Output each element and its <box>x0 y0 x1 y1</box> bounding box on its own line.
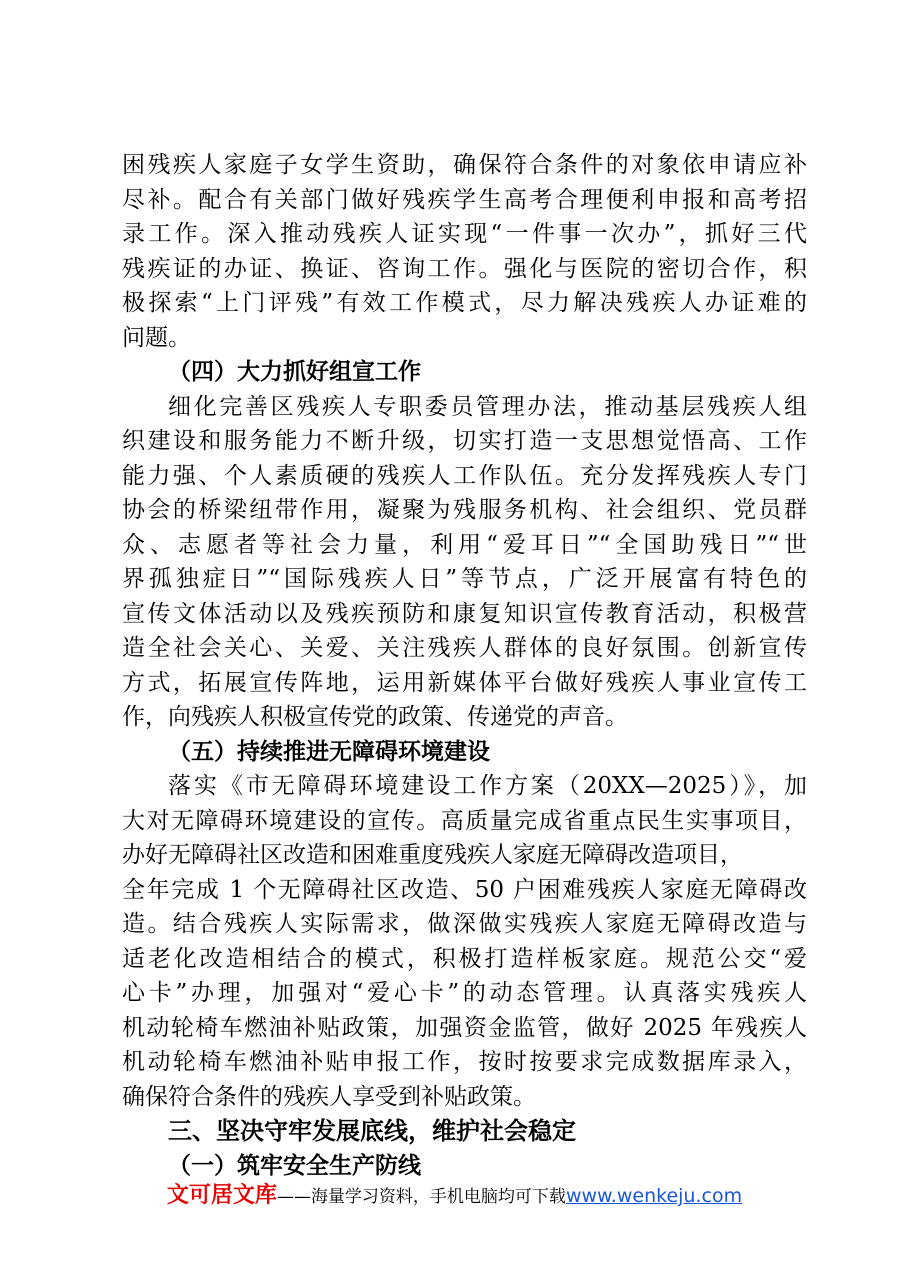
paragraph-line: 造。结合残疾人实际需求，做深做实残疾人家庭无障碍改造与 <box>122 911 807 937</box>
paragraph-line: 方式，拓展宣传阵地，运用新媒体平台做好残疾人事业宣传工 <box>122 669 807 696</box>
paragraph-line: 造全社会关心、关爱、关注残疾人群体的良好氛围。创新宣传 <box>122 635 807 661</box>
footer-brand: 文可居文库 <box>166 1183 277 1208</box>
footer-link[interactable]: www.wenkeju.com <box>565 1185 743 1207</box>
paragraph-line: 机动轮椅车燃油补贴政策，加强资金监管，做好 2025 年残疾人 <box>122 1014 807 1041</box>
paragraph-line: 协会的桥梁纽带作用，凝聚为残服务机构、社会组织、党员群 <box>122 497 807 523</box>
footer-tagline: ——海量学习资料，手机电脑均可下载 <box>276 1187 566 1207</box>
paragraph-line: 问题。 <box>122 324 191 351</box>
paragraph-line: 极探索“上门评残”有效工作模式，尽力解决残疾人办证难的 <box>122 290 807 316</box>
paragraph-line: 细化完善区残疾人专职委员管理办法，推动基层残疾人组 <box>168 393 807 420</box>
paragraph-line: 办好无障碍社区改造和困难重度残疾人家庭无障碍改造项目， <box>122 842 743 868</box>
paragraph-line: 录工作。深入推动残疾人证实现“一件事一次办”，抓好三代 <box>122 221 807 247</box>
paragraph-line: 众、志愿者等社会力量，利用“爱耳日”“全国助残日”“世 <box>122 531 807 558</box>
paragraph-line: 困残疾人家庭子女学生资助，确保符合条件的对象依申请应补 <box>122 152 807 178</box>
paragraph-line: 残疾证的办证、换证、咨询工作。强化与医院的密切合作，积 <box>122 255 807 282</box>
paragraph-line: 界孤独症日”“国际残疾人日”等节点，广泛开展富有特色的 <box>122 566 807 592</box>
paragraph-line: 大对无障碍环境建设的宣传。高质量完成省重点民生实事项目， <box>122 807 807 834</box>
paragraph-line: 尽补。配合有关部门做好残疾学生高考合理便利申报和高考招 <box>122 186 807 213</box>
paragraph-line: 确保符合条件的残疾人享受到补贴政策。 <box>122 1083 536 1110</box>
paragraph-line: 作，向残疾人积极宣传党的政策、传递党的声音。 <box>122 704 628 730</box>
body-text <box>122 148 807 1183</box>
paragraph-line: 机动轮椅车燃油补贴申报工作，按时按要求完成数据库录入， <box>122 1049 807 1075</box>
section-heading: （五）持续推进无障碍环境建设 <box>168 737 490 765</box>
paragraph-line: 心卡”办理，加强对“爱心卡”的动态管理。认真落实残疾人 <box>122 980 807 1006</box>
paragraph-line: 能力强、个人素质硬的残疾人工作队伍。充分发挥残疾人专门 <box>122 462 807 489</box>
footer-banner <box>0 1178 909 1209</box>
paragraph-line: 适老化改造相结合的模式，积极打造样板家庭。规范公交“爱 <box>122 945 807 972</box>
section-heading: （四）大力抓好组宣工作 <box>168 358 421 385</box>
paragraph-line: 宣传文体活动以及残疾预防和康复知识宣传教育活动，积极营 <box>122 600 807 627</box>
paragraph-line: 全年完成 1 个无障碍社区改造、50 户困难残疾人家庭无障碍改 <box>122 876 807 903</box>
paragraph-line: 落实《市无障碍环境建设工作方案（20XX—2025）》，加 <box>168 773 807 799</box>
paragraph-line: 织建设和服务能力不断升级，切实打造一支思想觉悟高、工作 <box>122 428 807 454</box>
chapter-heading: 三、坚决守牢发展底线，维护社会稳定 <box>168 1116 576 1145</box>
section-heading: （一）筑牢安全生产防线 <box>168 1151 421 1179</box>
